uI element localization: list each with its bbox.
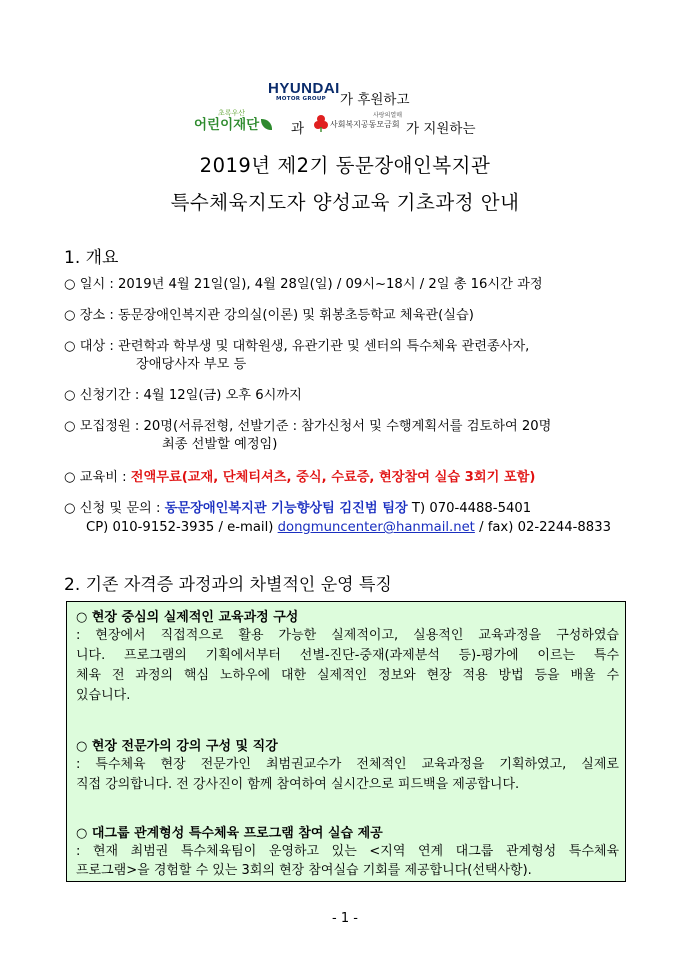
hyundai-logo-text: HYUNDAI — [268, 80, 340, 97]
feature3-line2: 프로그램>을 경험할 수 있는 3회의 현장 참여실습 기회를 제공합니다(선택사항). — [76, 863, 532, 878]
date-text: 일시 : 2019년 4월 21일(일), 4월 28일(일) / 09시~18시 / 2일 총 16시간 과정 — [79, 277, 543, 292]
section2-heading: 2. 기존 자격증 과정과의 차별적인 운영 특징 — [64, 575, 392, 595]
feature3-title: ○ 대그룹 관계형성 특수체육 프로그램 참여 실습 제공 — [76, 826, 383, 841]
overview-item-date — [64, 276, 543, 294]
fee-highlight: 전액무료(교재, 단체티셔츠, 중식, 수료증, 현장참여 실습 3회기 포함) — [130, 470, 536, 485]
overview-item-contact — [64, 500, 531, 518]
target-text: 대상 : 관련학과 학부생 및 대학원생, 유관기관 및 센터의 특수체육 관련종사자, — [79, 339, 530, 354]
support-text: 가 지원하는 — [406, 121, 476, 137]
feature1-line1: : 현장에서 직접적으로 활용 가능한 실제적이고, 실용적인 교육과정을 구성하였습 — [76, 628, 619, 643]
section1-heading: 1. 개요 — [64, 248, 119, 268]
overview-item-place — [64, 307, 474, 325]
sponsor-text: 가 후원하고 — [340, 92, 410, 108]
feature2-title: ○ 현장 전문가의 강의 구성 및 직강 — [76, 739, 278, 754]
overview-item-contact-line2 — [86, 519, 611, 537]
overview-item-fee — [64, 469, 535, 487]
feature1-line3: 체육 전 과정의 핵심 노하우에 대한 실제적인 정보와 현장 적용 방법 등을 배울 수 — [76, 668, 619, 683]
children-foundation-logo — [194, 109, 284, 133]
community-chest-logo — [330, 112, 402, 130]
page-title-line2: 특수체육지도자 양성교육 기초과정 안내 — [170, 191, 520, 214]
overview-item-target-cont: 장애당사자 부모 등 — [136, 357, 247, 372]
fee-label: 교육비 : — [79, 470, 127, 485]
place-text: 장소 : 동문장애인복지관 강의실(이론) 및 휘봉초등학교 체육관(실습) — [79, 308, 474, 323]
overview-item-capacity-cont: 최종 선발할 예정임) — [162, 437, 278, 452]
umbrella-leaf-icon — [261, 119, 272, 130]
bullet: ○ — [64, 308, 76, 323]
bullet: ○ — [64, 339, 76, 354]
contact-mobile: CP) 010-9152-3935 / e-mail) — [86, 520, 274, 535]
overview-item-deadline — [64, 387, 302, 405]
hyundai-logo-subtext: MOTOR GROUP — [276, 96, 326, 102]
page-number: - 1 - — [332, 911, 358, 926]
page-title-line1: 2019년 제2기 동문장애인복지관 — [199, 154, 491, 177]
bullet: ○ — [64, 501, 76, 516]
love-fruit-icon — [313, 114, 329, 132]
feature1-title: ○ 현장 중심의 실제적인 교육과정 구성 — [76, 610, 299, 625]
and-text: 과 — [291, 121, 305, 137]
feature2-line1: : 특수체육 현장 전문가인 최범권교수가 전체적인 교육과정을 기획하였고, 실제로 — [76, 757, 619, 772]
foundation-logo-text: 어린이재단 — [194, 117, 260, 133]
feature3-line1: : 현재 최범권 특수체육팀이 운영하고 있는 <지역 연계 대그룹 관계형성 특수체육 — [76, 844, 619, 859]
bullet: ○ — [64, 388, 76, 403]
overview-item-capacity — [64, 418, 551, 436]
feature1-line4: 있습니다. — [76, 688, 131, 703]
bullet: ○ — [64, 419, 76, 434]
bullet: ○ — [64, 277, 76, 292]
contact-phone: T) 070-4488-5401 — [411, 501, 532, 516]
feature2-line2: 직접 강의합니다. 전 강사진이 함께 참여하여 실시간으로 피드백을 제공합니다. — [76, 777, 520, 792]
features-box — [66, 601, 626, 882]
bullet: ○ — [64, 470, 76, 485]
chest-logo-text: 사회복지공동모금회 — [330, 120, 400, 129]
contact-email-link[interactable]: dongmuncenter@hanmail.net — [277, 520, 475, 535]
capacity-text: 모집정원 : 20명(서류전형, 선발기준 : 참가신청서 및 수행계획서를 검토하여 20명 — [79, 419, 552, 434]
contact-fax: / fax) 02-2244-8833 — [479, 520, 611, 535]
overview-item-target — [64, 338, 529, 356]
chest-logo-subtext: 사랑의열매 — [373, 112, 402, 119]
foundation-logo-subtext: 초록우산 — [218, 109, 246, 117]
contact-label: 신청 및 문의 : — [79, 501, 161, 516]
feature1-line2: 니다. 프로그램의 기획에서부터 선별-진단-중재(과제분석 등)-평가에 이르는 특수 — [76, 648, 619, 663]
deadline-text: 신청기간 : 4월 12일(금) 오후 6시까지 — [79, 388, 302, 403]
hyundai-logo — [268, 80, 340, 103]
contact-person: 동문장애인복지관 기능향상팀 김진범 팀장 — [164, 501, 408, 516]
